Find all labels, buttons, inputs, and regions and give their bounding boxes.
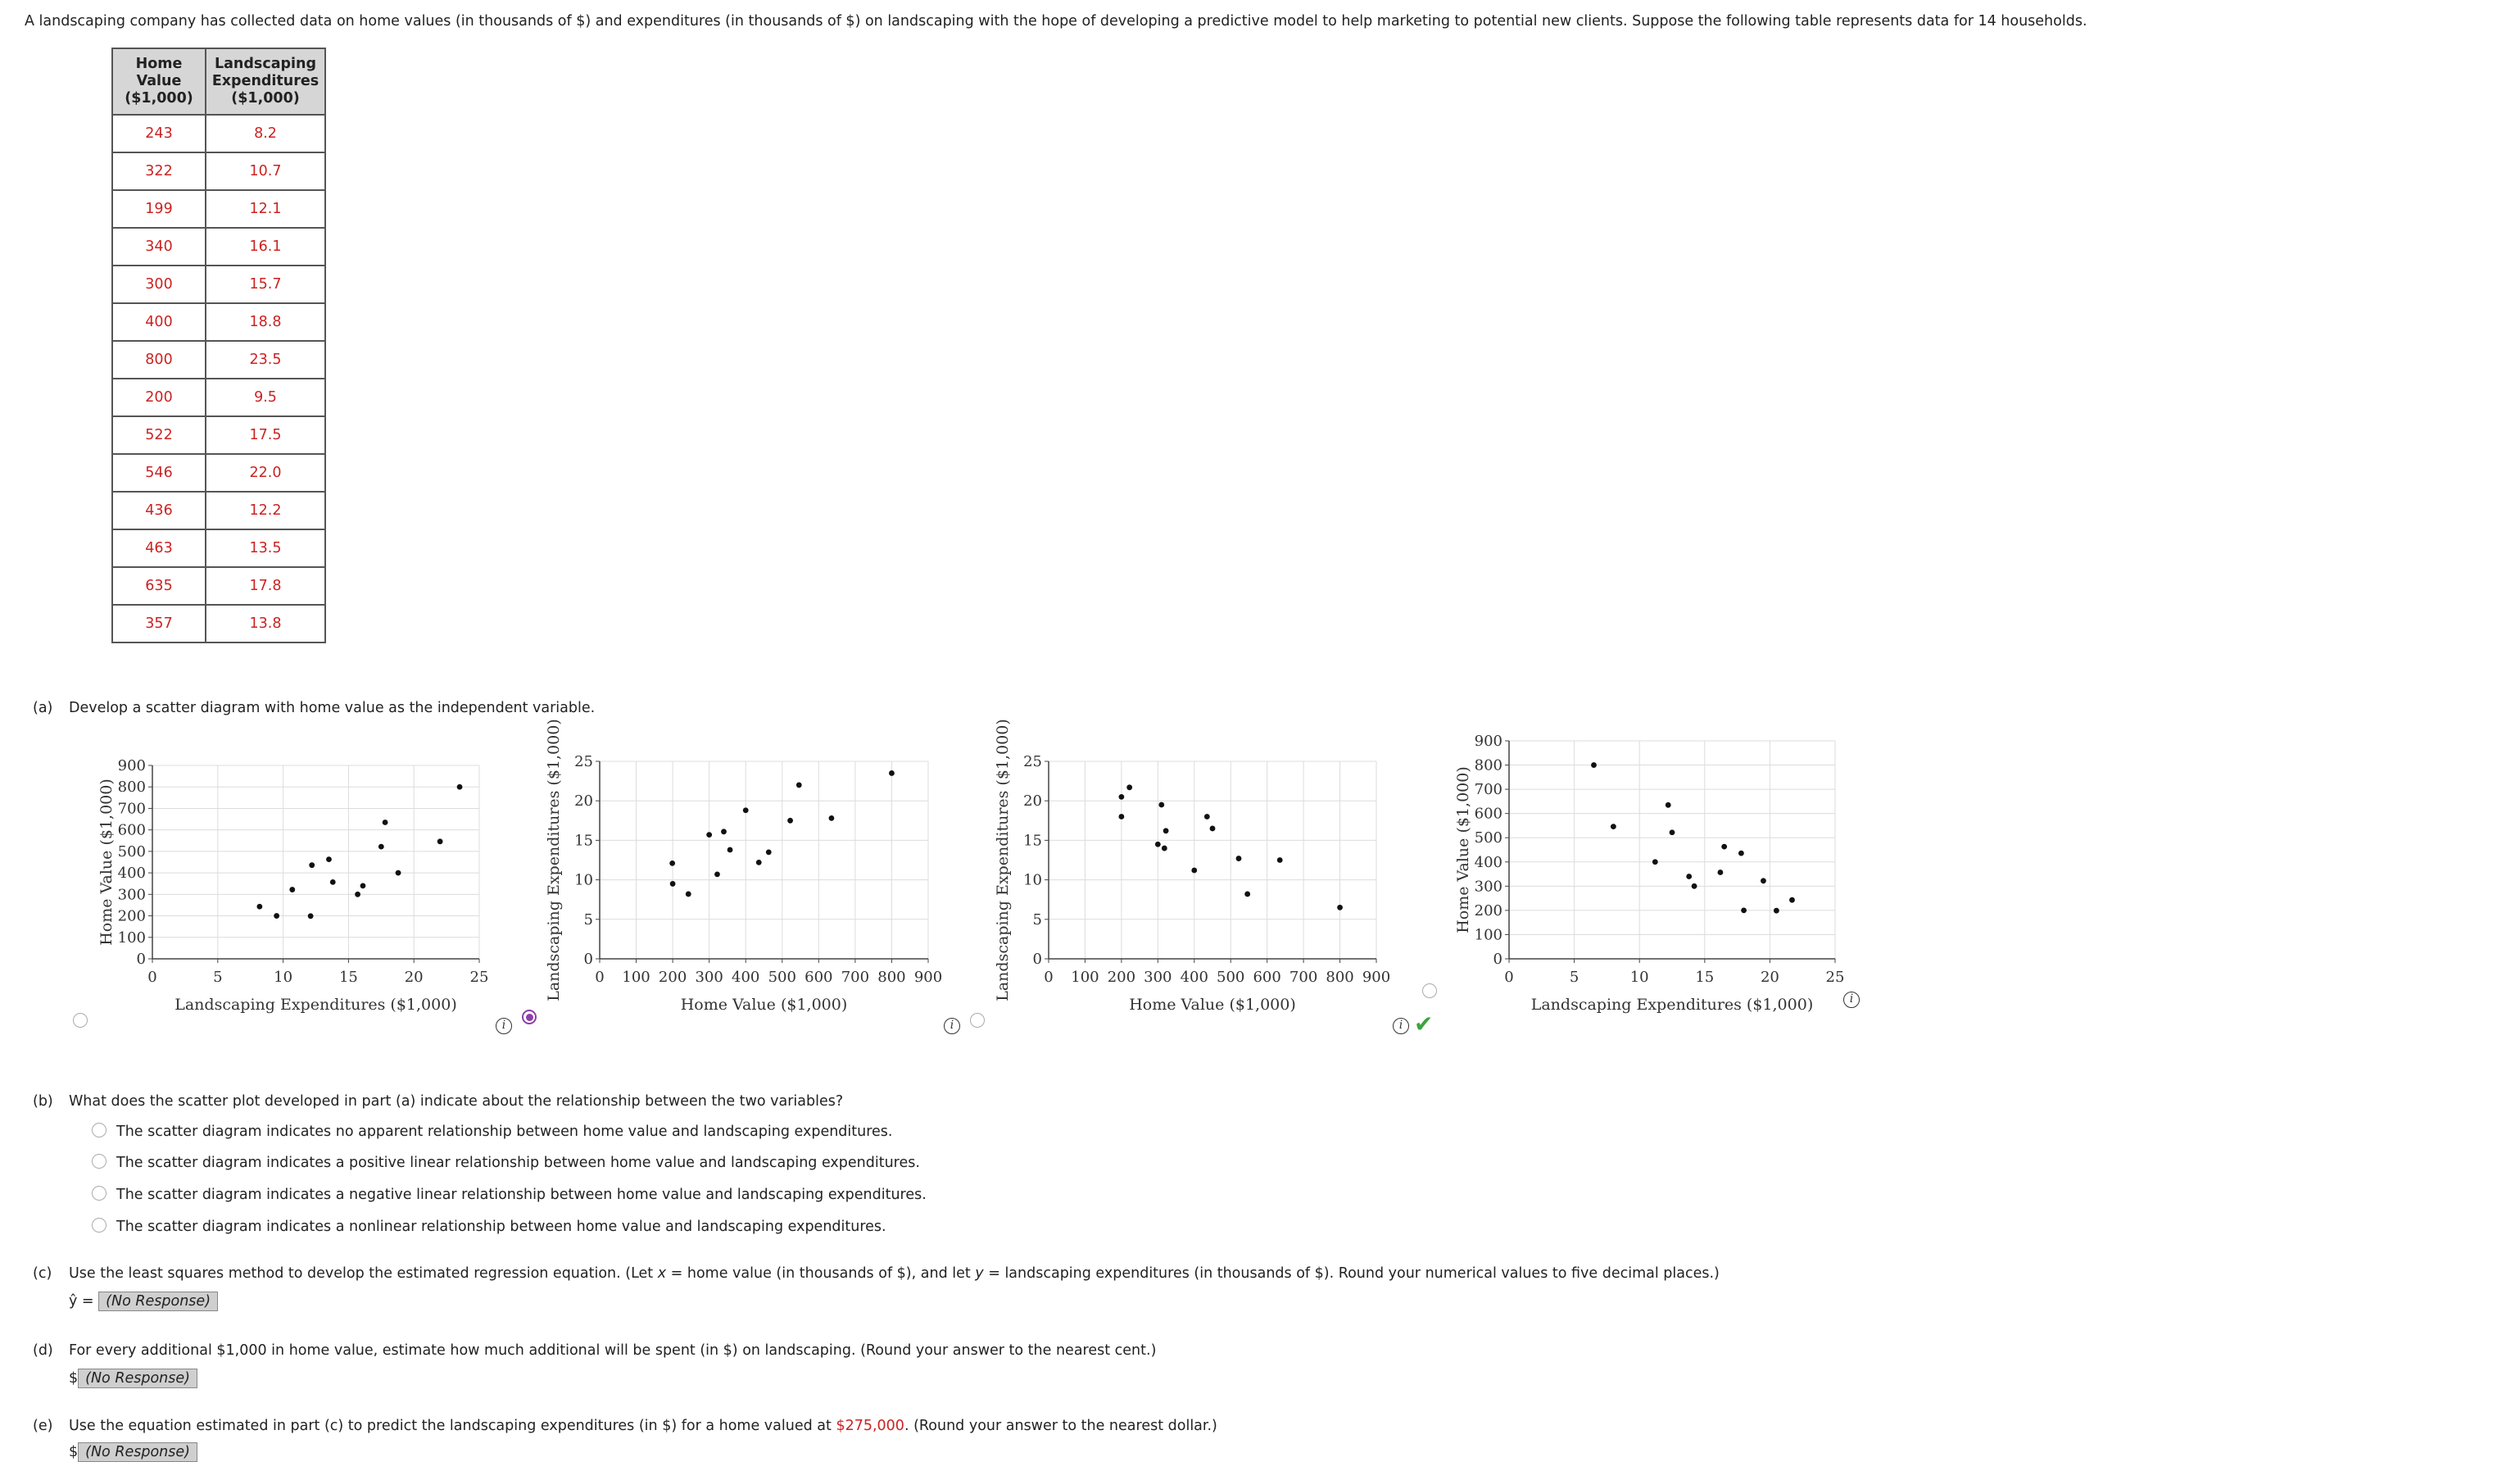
plot1-y-tick-label: 100 xyxy=(117,929,146,947)
expenditure-cell: 18.8 xyxy=(206,303,325,341)
plot4-y-tick-label: 600 xyxy=(1474,805,1502,823)
home-value-cell: 340 xyxy=(112,228,206,266)
plot1-y-tick-label: 500 xyxy=(117,842,146,860)
expenditure-cell: 22.0 xyxy=(206,454,325,492)
expenditure-cell: 12.2 xyxy=(206,492,325,529)
plot4-x-axis-title: Landscaping Expenditures ($1,000) xyxy=(1530,996,1814,1014)
plot4-y-tick-label: 0 xyxy=(1493,951,1502,968)
header-home-value: Home Value ($1,000) xyxy=(112,48,206,115)
plot2-data-point xyxy=(670,881,676,887)
expenditure-cell: 8.2 xyxy=(206,115,325,152)
plot2-x-tick-label: 700 xyxy=(841,969,870,986)
plot1-y-tick-label: 400 xyxy=(117,865,146,883)
plot1-y-tick-label: 200 xyxy=(117,907,146,925)
plot3-x-tick-label: 700 xyxy=(1289,969,1318,986)
plot4-x-tick-label: 10 xyxy=(1629,969,1649,986)
home-value-cell: 357 xyxy=(112,605,206,642)
plot2-x-tick-label: 900 xyxy=(913,969,943,986)
plot1-data-point xyxy=(378,844,384,850)
plot4-data-point xyxy=(1652,859,1658,865)
plot2-data-point xyxy=(727,847,733,853)
plot1-radio[interactable] xyxy=(73,1013,88,1028)
plot1-x-tick-label: 25 xyxy=(469,969,489,986)
plot4-x-tick-label: 20 xyxy=(1760,969,1779,986)
plot4-info-icon[interactable]: i xyxy=(1843,992,1860,1008)
home-value-cell: 400 xyxy=(112,303,206,341)
plot3-y-tick-label: 25 xyxy=(1023,753,1042,770)
plot4-y-axis-title: Home Value ($1,000) xyxy=(1454,766,1472,933)
option-radio[interactable] xyxy=(92,1123,107,1137)
plot2-x-tick-label: 500 xyxy=(768,969,796,986)
plot3-data-point xyxy=(1277,857,1283,863)
plot4-x-tick-label: 0 xyxy=(1504,969,1514,986)
plot1-x-tick-label: 15 xyxy=(338,969,358,986)
plot2-y-tick-label: 0 xyxy=(583,951,593,968)
plot3-data-point xyxy=(1236,856,1242,861)
part-b-option-3[interactable]: The scatter diagram indicates a negative linear relationship between home value and landscaping expenditures. xyxy=(92,1187,927,1203)
expenditure-cell: 17.8 xyxy=(206,567,325,605)
part-d-answer: $ (No Response) xyxy=(69,1369,197,1388)
plot1-x-tick-label: 0 xyxy=(147,969,157,986)
plot3-data-point xyxy=(1126,784,1132,790)
plot3-y-tick-label: 0 xyxy=(1032,951,1042,968)
plot3-y-tick-label: 20 xyxy=(1023,792,1042,810)
plot3-info-icon[interactable]: i xyxy=(1393,1018,1409,1034)
plot1-data-point xyxy=(355,892,360,897)
plot4-y-tick-label: 900 xyxy=(1474,733,1502,750)
plot1-y-tick-label: 700 xyxy=(117,800,146,818)
plot2-info-icon[interactable]: i xyxy=(944,1018,960,1034)
plot4-data-point xyxy=(1666,802,1671,808)
plot3-y-tick-label: 15 xyxy=(1023,832,1042,850)
expenditure-cell: 15.7 xyxy=(206,266,325,303)
plot4-data-point xyxy=(1761,878,1766,883)
plot3-data-point xyxy=(1337,905,1343,910)
plot4-y-tick-label: 400 xyxy=(1474,853,1502,871)
plot2-y-tick-label: 5 xyxy=(583,910,593,929)
plot3-x-tick-label: 900 xyxy=(1362,969,1391,986)
home-value-cell: 243 xyxy=(112,115,206,152)
part-b-question: (b) What does the scatter plot developed in part (a) indicate about the relationship between the two variables? xyxy=(33,1093,844,1110)
home-value-cell: 199 xyxy=(112,190,206,228)
plot4-y-tick-label: 500 xyxy=(1474,829,1502,847)
plot4-data-point xyxy=(1741,907,1747,913)
part-a-question: (a) Develop a scatter diagram with home value as the independent variable. xyxy=(33,700,596,716)
plot2-x-tick-label: 0 xyxy=(595,969,605,986)
plot2-y-tick-label: 20 xyxy=(574,792,593,810)
plot3-data-point xyxy=(1118,794,1124,800)
plot3-x-tick-label: 300 xyxy=(1144,969,1172,986)
plot3-x-tick-label: 100 xyxy=(1071,969,1099,986)
plot4-data-point xyxy=(1718,869,1724,875)
plot4-data-point xyxy=(1789,897,1795,903)
home-value-cell: 522 xyxy=(112,416,206,454)
plot2-data-point xyxy=(714,871,720,877)
plot4-y-tick-label: 800 xyxy=(1474,756,1502,774)
plot2-x-tick-label: 200 xyxy=(658,969,687,986)
plot1-y-axis-title: Home Value ($1,000) xyxy=(97,779,116,946)
plot2-y-tick-label: 15 xyxy=(574,832,593,850)
expenditure-cell: 13.8 xyxy=(206,605,325,642)
plot1-y-tick-label: 0 xyxy=(136,951,146,968)
part-b-option-4[interactable]: The scatter diagram indicates a nonlinear relationship between home value and landscaping expenditures. xyxy=(92,1219,886,1235)
plot3-y-tick-label: 10 xyxy=(1023,871,1042,889)
plot1-x-tick-label: 20 xyxy=(404,969,424,986)
plot3-y-tick-label: 5 xyxy=(1032,910,1042,929)
plot2-y-tick-label: 25 xyxy=(574,753,593,770)
plot4-data-point xyxy=(1670,829,1675,835)
plot2-x-tick-label: 300 xyxy=(695,969,723,986)
plot1-data-point xyxy=(326,856,332,862)
plot1-data-point xyxy=(289,887,295,892)
plot1-data-point xyxy=(437,838,443,844)
plot3-x-tick-label: 200 xyxy=(1107,969,1136,986)
plot3-data-point xyxy=(1163,828,1169,833)
plot2-x-tick-label: 100 xyxy=(622,969,650,986)
home-value-cell: 463 xyxy=(112,529,206,567)
plot3-data-point xyxy=(1158,802,1164,808)
expenditure-cell: 17.5 xyxy=(206,416,325,454)
plot2-data-point xyxy=(756,860,762,865)
expenditure-cell: 12.1 xyxy=(206,190,325,228)
plot3-data-point xyxy=(1155,842,1161,847)
home-value-cell: 800 xyxy=(112,341,206,379)
home-value-cell: 322 xyxy=(112,152,206,190)
intro-text: A landscaping company has collected data on home values (in thousands of $) and expenditures (in thousands of $) on landscaping with the hope of developing a predictive model to help marketing to potential new clients. Suppose the following table represents data for 14 households. xyxy=(25,13,2087,30)
option-radio[interactable] xyxy=(92,1186,107,1201)
plot4-data-point xyxy=(1692,883,1697,889)
plot3-y-axis-title: Landscaping Expenditures ($1,000) xyxy=(994,719,1012,1001)
plot4-data-point xyxy=(1738,851,1744,856)
home-value-cell: 200 xyxy=(112,379,206,416)
plot1-data-point xyxy=(274,913,279,919)
expenditure-cell: 16.1 xyxy=(206,228,325,266)
plot1-data-point xyxy=(309,862,315,868)
home-value-cell: 635 xyxy=(112,567,206,605)
plot2-data-point xyxy=(706,832,712,838)
expenditure-cell: 9.5 xyxy=(206,379,325,416)
plot2-data-point xyxy=(721,829,727,834)
plot2-x-axis-title: Home Value ($1,000) xyxy=(680,996,848,1014)
part-c-question: (c) Use the least squares method to develop the estimated regression equation. (Let x = home value (in thousands of $), and let y = landscaping expenditures (in thousands of $). Round your numerical values to five decimal places.) xyxy=(33,1265,1720,1282)
plot2-y-axis-title: Landscaping Expenditures ($1,000) xyxy=(545,719,563,1001)
home-value-cell: 300 xyxy=(112,266,206,303)
plot3-data-point xyxy=(1210,826,1216,832)
plot2-radio[interactable] xyxy=(522,1010,537,1024)
plot1-y-tick-label: 900 xyxy=(117,757,146,774)
part-b-option-2[interactable]: The scatter diagram indicates a positive linear relationship between home value and landscaping expenditures. xyxy=(92,1155,920,1171)
expenditure-cell: 13.5 xyxy=(206,529,325,567)
option-radio[interactable] xyxy=(92,1218,107,1233)
plot3-data-point xyxy=(1162,846,1167,851)
plot3-data-point xyxy=(1191,868,1197,874)
header-landscaping: Landscaping Expenditures ($1,000) xyxy=(206,48,325,115)
plot3-x-tick-label: 400 xyxy=(1180,969,1208,986)
plot4-radio[interactable] xyxy=(1422,983,1437,998)
plot4-data-point xyxy=(1721,844,1727,850)
plot3-x-tick-label: 0 xyxy=(1044,969,1054,986)
plot4-data-point xyxy=(1686,874,1692,879)
plot4-y-tick-label: 700 xyxy=(1474,781,1502,799)
plot1-data-point xyxy=(457,784,463,790)
expenditure-cell: 23.5 xyxy=(206,341,325,379)
plot1-data-point xyxy=(256,904,262,910)
plot3-x-tick-label: 600 xyxy=(1253,969,1281,986)
plot4-y-tick-label: 300 xyxy=(1474,878,1502,896)
plot4-x-tick-label: 25 xyxy=(1825,969,1845,986)
plot3-data-point xyxy=(1244,892,1250,897)
plot3-data-point xyxy=(1118,814,1124,820)
part-d-question: (d) For every additional $1,000 in home value, estimate how much additional will be spent (in $) on landscaping. (Round your answer to the nearest cent.) xyxy=(33,1342,1157,1359)
option-radio[interactable] xyxy=(92,1154,107,1169)
plot1-x-axis-title: Landscaping Expenditures ($1,000) xyxy=(174,996,457,1014)
plot1-x-tick-label: 5 xyxy=(213,969,223,986)
plot2-x-tick-label: 400 xyxy=(732,969,760,986)
plot2-data-point xyxy=(686,892,691,897)
correct-check-icon: ✔ xyxy=(1414,1010,1434,1037)
plot4-x-tick-label: 5 xyxy=(1569,969,1580,986)
expenditure-cell: 10.7 xyxy=(206,152,325,190)
plot4-data-point xyxy=(1774,908,1779,914)
plot2-data-point xyxy=(743,807,749,813)
plot2-x-tick-label: 600 xyxy=(804,969,833,986)
plot2-x-tick-label: 800 xyxy=(877,969,906,986)
plot2-data-point xyxy=(829,815,835,821)
part-c-answer: ŷ = (No Response) xyxy=(69,1292,218,1311)
plot1-data-point xyxy=(308,913,314,919)
regression-response[interactable]: (No Response) xyxy=(98,1292,218,1311)
plot4-data-point xyxy=(1591,762,1597,768)
part-e-question: (e) Use the equation estimated in part (c) to predict the landscaping expenditures (in $) for a home valued at $275,000. (Round your answer to the nearest dollar.) xyxy=(33,1418,1217,1434)
plot2-data-point xyxy=(796,783,802,788)
plot4-y-tick-label: 100 xyxy=(1474,926,1502,944)
plot1-data-point xyxy=(330,879,336,885)
home-value-cell: 546 xyxy=(112,454,206,492)
plot3-data-point xyxy=(1204,814,1210,820)
plot1-y-tick-label: 800 xyxy=(117,779,146,797)
plot2-data-point xyxy=(889,770,895,776)
plot4-y-tick-label: 200 xyxy=(1474,901,1502,919)
plot1-y-tick-label: 600 xyxy=(117,821,146,839)
plot4-data-point xyxy=(1611,824,1616,829)
plot3-x-tick-label: 500 xyxy=(1217,969,1245,986)
plot2-data-point xyxy=(787,818,793,824)
plot1-data-point xyxy=(360,883,366,888)
plot1-y-tick-label: 300 xyxy=(117,886,146,904)
plot1-data-point xyxy=(383,820,388,825)
plot1-data-point xyxy=(396,870,401,876)
plot1-x-tick-label: 10 xyxy=(274,969,293,986)
prediction-response[interactable]: (No Response) xyxy=(78,1442,197,1462)
plot3-x-tick-label: 800 xyxy=(1326,969,1354,986)
home-value-cell: 436 xyxy=(112,492,206,529)
part-b-option-1[interactable]: The scatter diagram indicates no apparent relationship between home value and landscaping expenditures. xyxy=(92,1124,892,1140)
part-e-answer: $ (No Response) xyxy=(69,1442,197,1462)
plot2-data-point xyxy=(766,849,772,855)
plot3-radio[interactable] xyxy=(970,1013,985,1028)
additional-spend-response[interactable]: (No Response) xyxy=(78,1369,197,1388)
plot2-data-point xyxy=(669,860,675,866)
plot2-y-tick-label: 10 xyxy=(574,871,593,889)
plot1-info-icon[interactable]: i xyxy=(496,1018,512,1034)
plot3-x-axis-title: Home Value ($1,000) xyxy=(1129,996,1296,1014)
plot4-x-tick-label: 15 xyxy=(1695,969,1715,986)
